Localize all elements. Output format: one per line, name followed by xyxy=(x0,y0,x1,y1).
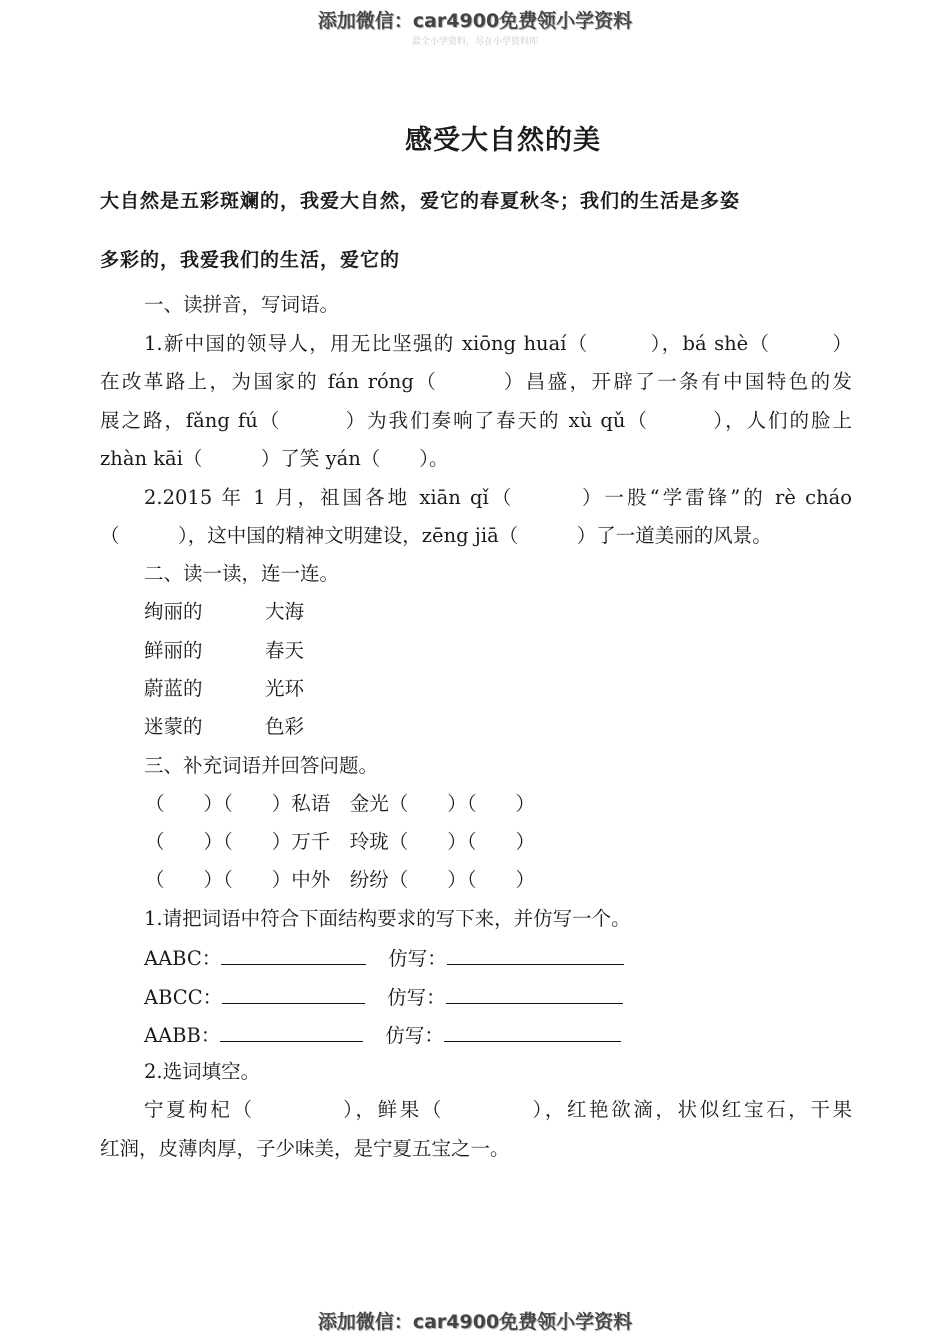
section3-q2-line-1: 宁夏枸杞（ ），鲜果（ ），红艳欲滴，状似红宝石，干果 xyxy=(144,1098,852,1121)
answer-blank-aabc[interactable] xyxy=(221,944,366,965)
match-right-1: 大海 xyxy=(265,600,305,623)
answer-blank-abcc[interactable] xyxy=(222,983,365,1004)
pattern-label-aabc: AABC： xyxy=(144,947,222,970)
section1-q2-line-1: 2.2015 年 1 月，祖国各地 xiān qǐ（ ）一股“学雷锋”的 rè cháo xyxy=(144,486,852,509)
section1-q1-line-1: 1.新中国的领导人，用无比坚强的 xiōng huaí（ ），bá shè（ ） xyxy=(144,332,852,355)
pattern-row-aabc xyxy=(144,944,624,972)
section2-heading: 二、读一读，连一连。 xyxy=(144,562,340,585)
imitate-label-aabb: 仿写： xyxy=(385,1024,444,1047)
imitate-blank-abcc[interactable] xyxy=(446,983,623,1004)
match-right-2: 春天 xyxy=(265,639,305,662)
header-faint-note: 最全小学资料，尽在小学资料库 xyxy=(411,37,538,47)
footer-banner: 添加微信：car4900免费领小学资料 xyxy=(317,1311,633,1333)
match-left-3: 蔚蓝的 xyxy=(144,677,203,700)
match-right-3: 光环 xyxy=(265,677,305,700)
header-banner: 添加微信：car4900免费领小学资料 xyxy=(317,10,633,32)
fill-row-1: （ ）（ ）私语 金光（ ）（ ） xyxy=(145,792,536,815)
section3-heading: 三、补充词语并回答问题。 xyxy=(144,754,379,777)
page-title: 感受大自然的美 xyxy=(405,125,601,156)
section1-heading: 一、读拼音，写词语。 xyxy=(144,293,340,316)
pattern-label-aabb: AABB： xyxy=(144,1024,221,1047)
imitate-blank-aabb[interactable] xyxy=(444,1021,621,1042)
imitate-blank-aabc[interactable] xyxy=(447,944,624,965)
intro-line-2: 多彩的，我爱我们的生活，爱它的 xyxy=(100,249,401,271)
section1-q2-line-2: （ ），这中国的精神文明建设，zēng jiā（ ）了一道美丽的风景。 xyxy=(100,524,772,547)
pattern-row-abcc xyxy=(144,983,623,1011)
match-right-4: 色彩 xyxy=(265,715,305,738)
pattern-label-abcc: ABCC： xyxy=(144,986,223,1009)
section1-q1-line-4: zhàn kāi（ ）了笑 yán（ ）。 xyxy=(100,447,449,470)
section3-q2: 2.选词填空。 xyxy=(144,1060,261,1083)
imitate-label-abcc: 仿写： xyxy=(387,986,446,1009)
section3-q1: 1.请把词语中符合下面结构要求的写下来，并仿写一个。 xyxy=(144,907,631,930)
imitate-label-aabc: 仿写： xyxy=(388,947,447,970)
section1-q1-line-2: 在改革路上，为国家的 fán róng（ ）昌盛，开辟了一条有中国特色的发 xyxy=(100,370,852,393)
answer-blank-aabb[interactable] xyxy=(220,1021,363,1042)
fill-row-2: （ ）（ ）万千 玲珑（ ）（ ） xyxy=(145,830,536,853)
section1-q1-line-3: 展之路，fǎng fú（ ）为我们奏响了春天的 xù qǔ（ ），人们的脸上 xyxy=(100,409,852,432)
fill-row-3: （ ）（ ）中外 纷纷（ ）（ ） xyxy=(145,868,536,891)
match-left-4: 迷蒙的 xyxy=(144,715,203,738)
match-left-2: 鲜丽的 xyxy=(144,639,203,662)
section3-q2-line-2: 红润，皮薄肉厚，子少味美，是宁夏五宝之一。 xyxy=(100,1137,510,1160)
pattern-row-aabb xyxy=(144,1021,621,1049)
intro-line-1: 大自然是五彩斑斓的，我爱大自然，爱它的春夏秋冬；我们的生活是多姿 xyxy=(100,190,741,212)
match-left-1: 绚丽的 xyxy=(144,600,203,623)
